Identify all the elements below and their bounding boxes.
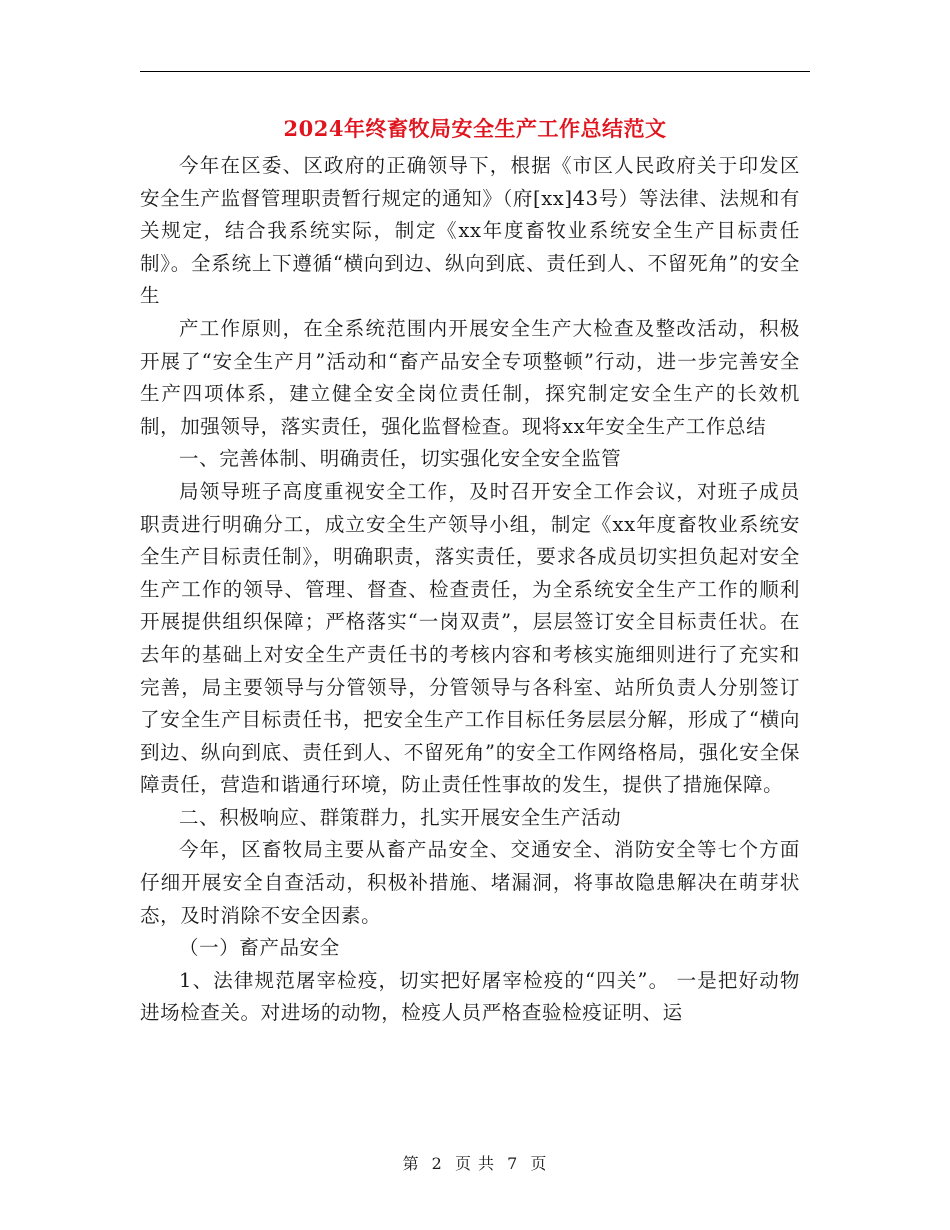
footer-suffix: 页: [530, 1154, 548, 1173]
current-page-number: 2: [431, 1154, 443, 1173]
header-rule: [140, 71, 810, 72]
paragraph: 局领导班子高度重视安全工作，及时召开安全工作会议，对班子成员职责进行明确分工，成立安全生产领导小组，制定《xx年度畜牧业系统安全生产目标责任制》，明确职责，落实责任，要求各成员切实担负起对安全生产工作的领导、管理、督查、检查责任，为全系统安全生产工作的顺利开展提供组织保障；严格落实“一岗双责”，层层签订安全目标责任状。在去年的基础上对安全生产责任书的考核内容和考核实施细则进行了充实和完善，局主要领导与分管领导，分管领导与各科室、站所负责人分别签订了安全生产目标责任书，把安全生产工作目标任务层层分解，形成了“横向到边、纵向到底、责任到人、不留死角”的安全工作网络格局，强化安全保障责任，营造和谐通行环境，防止责任性事故的发生，提供了措施保障。: [140, 479, 800, 797]
footer-middle: 页 共: [454, 1154, 496, 1173]
paragraph: 今年，区畜牧局主要从畜产品安全、交通安全、消防安全等七个方面仔细开展安全自查活动，积极补措施、堵漏洞，将事故隐患解决在萌芽状态，及时消除不安全因素。: [140, 838, 800, 927]
section-heading: 一、完善体制、明确责任，切实强化安全安全监管: [179, 447, 622, 471]
page-number-footer: [140, 1152, 810, 1176]
footer-prefix: 第: [402, 1154, 420, 1173]
paragraph: 产工作原则，在全系统范围内开展安全生产大检查及整改活动，积极开展了“安全生产月”活动和“畜产品安全专项整顿”行动，进一步完善安全生产四项体系，建立健全安全岗位责任制，探究制定安全生产的长效机制，加强领导，落实责任，强化监督检查。现将xx年安全生产工作总结: [140, 316, 800, 438]
document-title: 2024年终畜牧局安全生产工作总结范文: [283, 116, 667, 141]
paragraph: 今年在区委、区政府的正确领导下，根据《市区人民政府关于印发区安全生产监督管理职责暂行规定的通知》（府[xx]43号）等法律、法规和有关规定，结合我系统实际，制定《xx年度畜牧业系统安全生产目标责任制》。全系统上下遵循“横向到边、纵向到底、责任到人、不留死角”的安全生: [140, 154, 800, 308]
paragraph: 1、法律规范屠宰检疫，切实把好屠宰检疫的“四关”。 一是把好动物进场检查关。对进场的动物，检疫人员严格查验检疫证明、运: [140, 968, 800, 1025]
document-body: [140, 150, 800, 1030]
subsection-heading: （一）畜产品安全: [179, 936, 340, 960]
section-heading: 二、积极响应、群策群力，扎实开展安全生产活动: [179, 805, 622, 829]
total-page-count: 7: [507, 1154, 519, 1173]
